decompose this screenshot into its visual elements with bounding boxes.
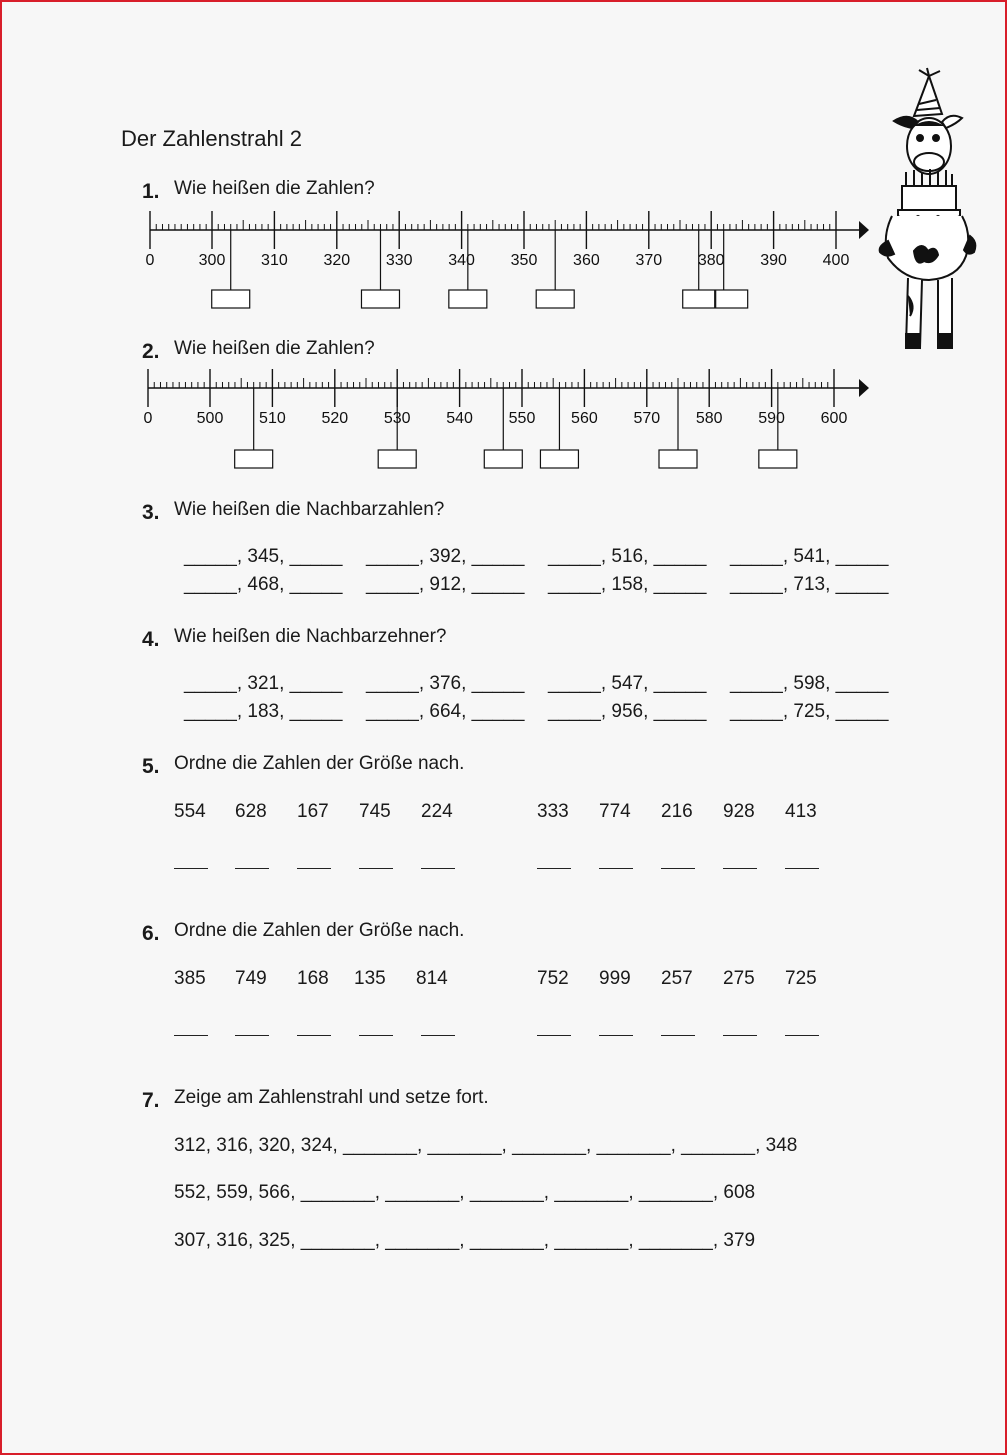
answer-box[interactable]: [716, 290, 748, 308]
tick-label: 360: [573, 252, 600, 269]
tens-item: _____, 321, _____: [184, 673, 343, 694]
axis-arrow: [859, 379, 869, 397]
answer-blank[interactable]: [235, 1035, 269, 1037]
tick-label: 510: [259, 410, 286, 427]
cow-with-cake-illustration: [874, 66, 984, 366]
order-number: 745: [359, 801, 391, 822]
task-3-number: 3.: [142, 501, 160, 524]
tick-label: 590: [758, 410, 785, 427]
tens-item: _____, 598, _____: [730, 673, 889, 694]
tens-item: _____, 664, _____: [366, 701, 525, 722]
answer-box[interactable]: [235, 450, 273, 468]
answer-blank[interactable]: [785, 868, 819, 870]
tens-item: _____, 547, _____: [548, 673, 707, 694]
tick-label: 540: [446, 410, 473, 427]
number-line-2: [144, 369, 869, 468]
order-number: 774: [599, 801, 631, 822]
task-6-number: 6.: [142, 922, 160, 945]
task-1-text: Wie heißen die Zahlen?: [174, 178, 375, 199]
order-number: 333: [537, 801, 569, 822]
answer-blank[interactable]: [174, 868, 208, 870]
neighbor-item: _____, 713, _____: [730, 574, 889, 595]
order-number: 135: [354, 968, 386, 989]
answer-blank[interactable]: [661, 1035, 695, 1037]
answer-blank[interactable]: [599, 868, 633, 870]
answer-blank[interactable]: [421, 1035, 455, 1037]
answer-blank[interactable]: [235, 868, 269, 870]
order-number: 257: [661, 968, 693, 989]
tick-label: 310: [261, 252, 288, 269]
tick-label: 550: [508, 410, 536, 427]
answer-box[interactable]: [540, 450, 578, 468]
tick-label: 330: [385, 252, 413, 269]
order-number: 725: [785, 968, 817, 989]
task-6-text: Ordne die Zahlen der Größe nach.: [174, 920, 465, 941]
answer-blank[interactable]: [599, 1035, 633, 1037]
tick-label: 580: [695, 410, 723, 427]
task-5-text: Ordne die Zahlen der Größe nach.: [174, 753, 465, 774]
order-number: 167: [297, 801, 329, 822]
answer-box[interactable]: [484, 450, 522, 468]
task-5-number: 5.: [142, 755, 160, 778]
answer-blank[interactable]: [785, 1035, 819, 1037]
order-number: 749: [235, 968, 267, 989]
neighbor-item: _____, 345, _____: [184, 546, 343, 567]
tick-label: 520: [321, 410, 349, 427]
answer-box[interactable]: [378, 450, 416, 468]
tick-label: 320: [323, 252, 351, 269]
answer-blank[interactable]: [359, 868, 393, 870]
tens-item: _____, 725, _____: [730, 701, 889, 722]
order-number: 275: [723, 968, 755, 989]
answer-box[interactable]: [449, 290, 487, 308]
neighbor-item: _____, 392, _____: [366, 546, 525, 567]
tick-label: 390: [760, 252, 787, 269]
tick-label: 500: [196, 410, 224, 427]
order-number: 554: [174, 801, 206, 822]
order-number: 216: [661, 801, 693, 822]
answer-blank[interactable]: [359, 1035, 393, 1037]
answer-box[interactable]: [536, 290, 574, 308]
tick-label: 600: [820, 410, 848, 427]
tick-label: 380: [697, 252, 725, 269]
answer-blank[interactable]: [537, 868, 571, 870]
tick-label: 0: [145, 252, 155, 269]
answer-blank[interactable]: [297, 1035, 331, 1037]
answer-box[interactable]: [212, 290, 250, 308]
answer-box[interactable]: [361, 290, 399, 308]
answer-blank[interactable]: [537, 1035, 571, 1037]
answer-blank[interactable]: [421, 868, 455, 870]
answer-blank[interactable]: [661, 868, 695, 870]
tick-label: 350: [510, 252, 538, 269]
answer-box[interactable]: [659, 450, 697, 468]
sequence-line: 552, 559, 566, _______, _______, _______, _______, _______, 608: [174, 1182, 756, 1203]
tick-label: 560: [571, 410, 598, 427]
task-4-text: Wie heißen die Nachbarzehner?: [174, 626, 447, 647]
order-number: 224: [421, 801, 453, 822]
number-line-1: [146, 211, 869, 308]
tens-item: _____, 956, _____: [548, 701, 707, 722]
neighbor-item: _____, 912, _____: [366, 574, 525, 595]
order-number: 999: [599, 968, 631, 989]
neighbor-item: _____, 158, _____: [548, 574, 707, 595]
page-title: Der Zahlenstrahl 2: [121, 126, 302, 151]
tick-label: 340: [448, 252, 475, 269]
answer-blank[interactable]: [723, 1035, 757, 1037]
tick-label: 530: [383, 410, 411, 427]
order-number: 928: [723, 801, 755, 822]
order-number: 628: [235, 801, 267, 822]
neighbor-item: _____, 468, _____: [184, 574, 343, 595]
tick-label: 370: [635, 252, 663, 269]
answer-blank[interactable]: [723, 868, 757, 870]
task-1-number: 1.: [142, 180, 160, 203]
task-2-number: 2.: [142, 340, 160, 363]
tick-label: 300: [198, 252, 226, 269]
axis-arrow: [859, 221, 869, 239]
task-7-number: 7.: [142, 1089, 160, 1112]
answer-blank[interactable]: [174, 1035, 208, 1037]
sequence-line: 307, 316, 325, _______, _______, _______, _______, _______, 379: [174, 1230, 756, 1251]
order-number: 168: [297, 968, 329, 989]
order-number: 385: [174, 968, 206, 989]
tens-item: _____, 376, _____: [366, 673, 525, 694]
order-number: 814: [416, 968, 448, 989]
answer-blank[interactable]: [297, 868, 331, 870]
task-2-text: Wie heißen die Zahlen?: [174, 338, 375, 359]
order-number: 752: [537, 968, 569, 989]
answer-box[interactable]: [683, 290, 715, 308]
neighbor-item: _____, 516, _____: [548, 546, 707, 567]
tick-label: 570: [633, 410, 661, 427]
tick-label: 400: [822, 252, 850, 269]
tens-item: _____, 183, _____: [184, 701, 343, 722]
neighbor-item: _____, 541, _____: [730, 546, 889, 567]
task-4-number: 4.: [142, 628, 160, 651]
sequence-line: 312, 316, 320, 324, _______, _______, _______, _______, _______, 348: [174, 1135, 798, 1156]
task-3-text: Wie heißen die Nachbarzahlen?: [174, 499, 445, 520]
order-number: 413: [785, 801, 817, 822]
task-7-text: Zeige am Zahlenstrahl und setze fort.: [174, 1087, 489, 1108]
answer-box[interactable]: [759, 450, 797, 468]
tick-label: 0: [143, 410, 153, 427]
